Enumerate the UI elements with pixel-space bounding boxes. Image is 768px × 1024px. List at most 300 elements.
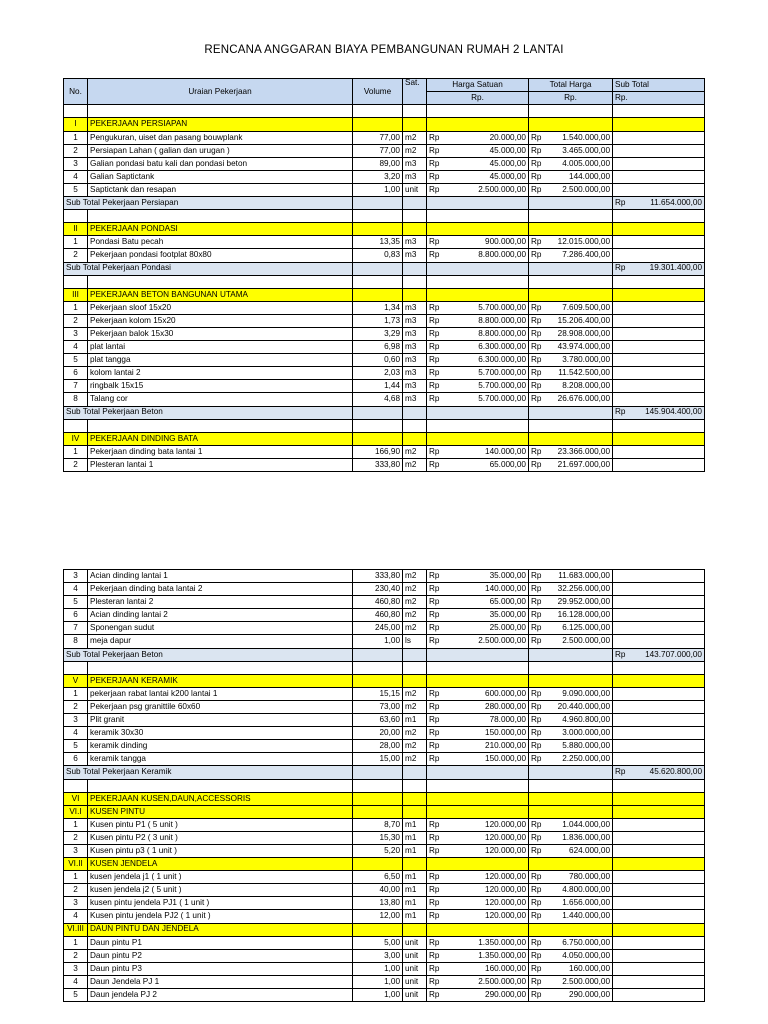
empty-cell [403, 275, 427, 288]
empty-cell [529, 792, 613, 805]
currency-label: Rp [429, 688, 440, 698]
item-volume: 1,44 [353, 380, 403, 393]
empty-cell [529, 674, 613, 687]
item-unit-price [427, 831, 529, 844]
item-number: 5 [64, 596, 88, 609]
item-description: Galian pondasi batu kali dan pondasi beton [88, 157, 353, 170]
table-header-row [64, 79, 705, 92]
item-number: 8 [64, 393, 88, 406]
currency-label: Rp [531, 754, 542, 764]
currency-label: Rp [531, 832, 542, 842]
currency-label: Rp [429, 728, 440, 738]
table-row [64, 183, 705, 196]
item-unit: m3 [403, 249, 427, 262]
currency-label: Rp [429, 132, 440, 142]
subtotal-amount [613, 406, 705, 419]
empty-cell [403, 118, 427, 131]
currency-label: Rp [531, 584, 542, 594]
item-unit: m2 [403, 700, 427, 713]
item-subtotal [613, 949, 705, 962]
amount-value: 5.700.000,00 [478, 394, 526, 404]
amount-value: 35.000,00 [489, 610, 526, 620]
item-description: Plit granit [88, 714, 353, 727]
item-unit-price [427, 183, 529, 196]
item-total-price [529, 393, 613, 406]
item-description: Kusen pintu P1 ( 5 unit ) [88, 818, 353, 831]
amount-value: 2.500.000,00 [478, 636, 526, 646]
item-number: 1 [64, 687, 88, 700]
empty-cell [529, 275, 613, 288]
subtotal-amount [613, 648, 705, 661]
empty-cell [353, 674, 403, 687]
currency-label: Rp [531, 158, 542, 168]
amount-value: 26.676.000,00 [557, 394, 610, 404]
currency-label: Rp [429, 963, 440, 973]
item-subtotal [613, 380, 705, 393]
empty-cell [529, 197, 613, 210]
item-number: 4 [64, 583, 88, 596]
header-rp: Rp. [529, 92, 613, 105]
item-number: 2 [64, 949, 88, 962]
document-title: RENCANA ANGGARAN BIAYA PEMBANGUNAN RUMAH 2 LANTAI [204, 44, 564, 56]
section-number: I [64, 118, 88, 131]
currency-label: Rp [531, 459, 542, 469]
item-unit-price [427, 131, 529, 144]
item-unit: m2 [403, 727, 427, 740]
item-subtotal [613, 753, 705, 766]
amount-value: 25.000,00 [489, 623, 526, 633]
item-total-price [529, 596, 613, 609]
item-volume: 245,00 [353, 622, 403, 635]
empty-cell [403, 406, 427, 419]
amount-value: 21.697.000,00 [557, 459, 610, 469]
item-subtotal [613, 144, 705, 157]
item-description: plat tangga [88, 354, 353, 367]
item-description: Talang cor [88, 393, 353, 406]
empty-cell [64, 661, 88, 674]
item-description: Acian dinding lantai 1 [88, 570, 353, 583]
empty-cell [88, 419, 353, 432]
table-row [64, 380, 705, 393]
empty-cell [427, 275, 529, 288]
empty-cell [427, 805, 529, 818]
section-header-row [64, 792, 705, 805]
item-description: ringbalk 15x15 [88, 380, 353, 393]
item-description: Plesteran lantai 1 [88, 458, 353, 471]
item-subtotal [613, 131, 705, 144]
amount-value: 78.000,00 [489, 714, 526, 724]
table-row [64, 367, 705, 380]
amount-value: 3.780.000,00 [562, 355, 610, 365]
empty-cell [529, 262, 613, 275]
item-total-price [529, 936, 613, 949]
item-volume: 5,20 [353, 844, 403, 857]
item-number: 2 [64, 884, 88, 897]
currency-label: Rp [429, 989, 440, 999]
item-description: Pekerjaan sloof 15x20 [88, 301, 353, 314]
amount-value: 1.440.000,00 [562, 911, 610, 921]
currency-label: Rp [429, 754, 440, 764]
currency-label: Rp [531, 623, 542, 633]
item-unit: m1 [403, 818, 427, 831]
currency-label: Rp [531, 728, 542, 738]
amount-value: 120.000,00 [485, 872, 526, 882]
item-unit-price [427, 884, 529, 897]
item-number: 7 [64, 380, 88, 393]
empty-cell [427, 792, 529, 805]
item-unit-price [427, 949, 529, 962]
currency-label: Rp [531, 885, 542, 895]
item-total-price [529, 583, 613, 596]
section-header-row [64, 858, 705, 871]
table-row [64, 897, 705, 910]
empty-cell [88, 210, 353, 223]
item-description: Daun Jendela PJ 1 [88, 975, 353, 988]
currency-label: Rp [531, 237, 542, 247]
table-row [64, 818, 705, 831]
item-volume: 77,00 [353, 131, 403, 144]
item-description: Daun pintu P2 [88, 949, 353, 962]
item-subtotal [613, 622, 705, 635]
item-description: Acian dinding lantai 2 [88, 609, 353, 622]
amount-value: 140.000,00 [485, 446, 526, 456]
item-subtotal [613, 897, 705, 910]
amount-value: 8.800.000,00 [478, 328, 526, 338]
table-row [64, 341, 705, 354]
amount-value: 15.206.400,00 [557, 315, 610, 325]
item-volume: 1,00 [353, 989, 403, 1002]
item-description: Pondasi Batu pecah [88, 236, 353, 249]
empty-cell [353, 197, 403, 210]
amount-value: 5.700.000,00 [478, 302, 526, 312]
section-title: PEKERJAAN KUSEN,DAUN,ACCESSORIS [88, 792, 353, 805]
amount-value: 5.880.000,00 [562, 741, 610, 751]
empty-cell [403, 779, 427, 792]
item-total-price [529, 170, 613, 183]
table-row [64, 962, 705, 975]
section-header-row [64, 432, 705, 445]
currency-label: Rp [429, 872, 440, 882]
item-unit: m2 [403, 753, 427, 766]
blank-row [64, 661, 705, 674]
item-number: 5 [64, 183, 88, 196]
currency-label: Rp [531, 741, 542, 751]
item-subtotal [613, 989, 705, 1002]
item-total-price [529, 989, 613, 1002]
empty-cell [613, 432, 705, 445]
empty-cell [427, 223, 529, 236]
item-number: 4 [64, 341, 88, 354]
currency-label: Rp [429, 158, 440, 168]
item-subtotal [613, 871, 705, 884]
item-unit-price [427, 714, 529, 727]
item-subtotal [613, 910, 705, 923]
empty-cell [403, 792, 427, 805]
item-description: keramik dinding [88, 740, 353, 753]
item-total-price [529, 962, 613, 975]
item-volume: 15,00 [353, 753, 403, 766]
item-number: 7 [64, 622, 88, 635]
item-description: Pekerjaan balok 15x30 [88, 327, 353, 340]
empty-cell [353, 858, 403, 871]
blank-row [64, 210, 705, 223]
empty-cell [403, 210, 427, 223]
item-subtotal [613, 936, 705, 949]
currency-label: Rp [429, 584, 440, 594]
item-unit-price [427, 301, 529, 314]
amount-value: 150.000,00 [485, 754, 526, 764]
item-unit-price [427, 596, 529, 609]
item-unit: m3 [403, 367, 427, 380]
currency-label: Rp [531, 989, 542, 999]
item-unit-price [427, 989, 529, 1002]
amount-value: 2.250.000,00 [562, 754, 610, 764]
item-description: Persiapan Lahan ( galian dan urugan ) [88, 144, 353, 157]
empty-cell [88, 275, 353, 288]
currency-label: Rp [429, 250, 440, 260]
item-subtotal [613, 687, 705, 700]
empty-cell [427, 674, 529, 687]
currency-label: Rp [429, 184, 440, 194]
item-number: 8 [64, 635, 88, 648]
table-row [64, 596, 705, 609]
empty-cell [529, 661, 613, 674]
item-number: 1 [64, 871, 88, 884]
table-row [64, 989, 705, 1002]
item-total-price [529, 714, 613, 727]
item-description: Plesteran lantai 2 [88, 596, 353, 609]
empty-cell [427, 432, 529, 445]
amount-value: 8.800.000,00 [478, 315, 526, 325]
table-row [64, 249, 705, 262]
item-volume: 15,15 [353, 687, 403, 700]
currency-label: Rp [429, 950, 440, 960]
item-unit: m3 [403, 170, 427, 183]
currency-label: Rp [429, 597, 440, 607]
item-volume: 3,00 [353, 949, 403, 962]
amount-value: 280.000,00 [485, 701, 526, 711]
amount-value: 290.000,00 [569, 989, 610, 999]
empty-cell [427, 858, 529, 871]
empty-cell [353, 210, 403, 223]
item-number: 1 [64, 301, 88, 314]
currency-label: Rp [615, 767, 626, 777]
item-subtotal [613, 301, 705, 314]
empty-cell [427, 118, 529, 131]
item-total-price [529, 910, 613, 923]
item-description: Pengukuran, uiset dan pasang bouwplank [88, 131, 353, 144]
empty-cell [613, 223, 705, 236]
table-row [64, 700, 705, 713]
item-total-price [529, 327, 613, 340]
cost-table-page-1 [63, 78, 705, 472]
item-subtotal [613, 583, 705, 596]
empty-cell [353, 406, 403, 419]
item-description: keramik 30x30 [88, 727, 353, 740]
currency-label: Rp [429, 623, 440, 633]
item-volume: 1,73 [353, 314, 403, 327]
item-unit-price [427, 727, 529, 740]
currency-label: Rp [429, 898, 440, 908]
item-unit: m3 [403, 341, 427, 354]
item-total-price [529, 635, 613, 648]
empty-cell [613, 275, 705, 288]
item-unit-price [427, 327, 529, 340]
item-unit: m1 [403, 884, 427, 897]
item-unit: m1 [403, 831, 427, 844]
empty-cell [613, 923, 705, 936]
table-row [64, 144, 705, 157]
subtotal-label: Sub Total Pekerjaan Keramik [64, 766, 353, 779]
amount-value: 6.300.000,00 [478, 342, 526, 351]
amount-value: 9.090.000,00 [562, 688, 610, 698]
item-subtotal [613, 831, 705, 844]
section-title: KUSEN PINTU [88, 805, 353, 818]
item-unit: m1 [403, 871, 427, 884]
item-subtotal [613, 962, 705, 975]
cost-table-page-2 [63, 569, 705, 1002]
amount-value: 624.000,00 [569, 845, 610, 855]
item-subtotal [613, 393, 705, 406]
amount-value: 4.050.000,00 [562, 950, 610, 960]
item-number: 3 [64, 962, 88, 975]
item-unit-price [427, 249, 529, 262]
amount-value: 6.300.000,00 [478, 355, 526, 365]
item-volume: 1,00 [353, 635, 403, 648]
amount-value: 45.620.800,00 [649, 767, 702, 777]
currency-label: Rp [429, 446, 440, 456]
currency-label: Rp [429, 610, 440, 620]
item-number: 3 [64, 897, 88, 910]
item-description: Pekerjaan psg granittile 60x60 [88, 700, 353, 713]
amount-value: 11.683.000,00 [558, 570, 610, 580]
item-subtotal [613, 314, 705, 327]
item-number: 1 [64, 936, 88, 949]
item-total-price [529, 740, 613, 753]
empty-cell [529, 432, 613, 445]
currency-label: Rp [429, 911, 440, 921]
currency-label: Rp [531, 302, 542, 312]
item-volume: 5,00 [353, 936, 403, 949]
currency-label: Rp [429, 237, 440, 247]
amount-value: 600.000,00 [485, 688, 526, 698]
currency-label: Rp [531, 636, 542, 646]
item-unit-price [427, 740, 529, 753]
item-description: Galian Saptictank [88, 170, 353, 183]
item-volume: 333,80 [353, 458, 403, 471]
item-total-price [529, 341, 613, 354]
amount-value: 5.700.000,00 [478, 368, 526, 378]
item-subtotal [613, 445, 705, 458]
item-unit-price [427, 341, 529, 354]
currency-label: Rp [531, 171, 542, 181]
section-header-row [64, 288, 705, 301]
item-unit-price [427, 844, 529, 857]
empty-cell [613, 118, 705, 131]
header-sub-total: Sub Total [613, 79, 705, 92]
item-volume: 20,00 [353, 727, 403, 740]
currency-label: Rp [429, 701, 440, 711]
currency-label: Rp [429, 741, 440, 751]
item-unit-price [427, 910, 529, 923]
empty-cell [529, 406, 613, 419]
item-unit-price [427, 818, 529, 831]
table-row [64, 609, 705, 622]
currency-label: Rp [531, 342, 542, 351]
amount-value: 4.960.800,00 [562, 714, 610, 724]
item-subtotal [613, 740, 705, 753]
currency-label: Rp [429, 315, 440, 325]
empty-cell [353, 223, 403, 236]
currency-label: Rp [429, 302, 440, 312]
item-unit: m2 [403, 622, 427, 635]
table-row [64, 727, 705, 740]
amount-value: 2.500.000,00 [562, 976, 610, 986]
amount-value: 6.750.000,00 [562, 937, 610, 947]
empty-cell [353, 661, 403, 674]
amount-value: 900.000,00 [485, 237, 526, 247]
header-total-harga: Total Harga [529, 79, 613, 92]
empty-cell [353, 105, 403, 118]
item-description: Kusen pintu P2 ( 3 unit ) [88, 831, 353, 844]
section-title: PEKERJAAN KERAMIK [88, 674, 353, 687]
table-row [64, 583, 705, 596]
item-unit-price [427, 700, 529, 713]
empty-cell [613, 858, 705, 871]
empty-cell [403, 197, 427, 210]
item-total-price [529, 301, 613, 314]
table-row [64, 635, 705, 648]
item-total-price [529, 884, 613, 897]
amount-value: 28.908.000,00 [557, 328, 610, 338]
empty-cell [403, 923, 427, 936]
amount-value: 2.500.000,00 [562, 636, 610, 646]
empty-cell [427, 779, 529, 792]
section-header-row [64, 805, 705, 818]
empty-cell [529, 288, 613, 301]
item-unit: m2 [403, 596, 427, 609]
amount-value: 35.000,00 [489, 570, 526, 580]
currency-label: Rp [531, 610, 542, 620]
currency-label: Rp [531, 911, 542, 921]
empty-cell [353, 792, 403, 805]
item-unit-price [427, 367, 529, 380]
item-unit-price [427, 170, 529, 183]
amount-value: 23.366.000,00 [557, 446, 610, 456]
currency-label: Rp [531, 976, 542, 986]
empty-cell [403, 223, 427, 236]
item-subtotal [613, 884, 705, 897]
currency-label: Rp [531, 328, 542, 338]
item-subtotal [613, 157, 705, 170]
item-total-price [529, 831, 613, 844]
empty-cell [64, 105, 88, 118]
section-number: II [64, 223, 88, 236]
table-row [64, 975, 705, 988]
item-description: keramik tangga [88, 753, 353, 766]
empty-cell [64, 419, 88, 432]
item-number: 1 [64, 131, 88, 144]
item-total-price [529, 622, 613, 635]
header-volume: Volume [353, 79, 403, 105]
item-subtotal [613, 367, 705, 380]
item-unit: m1 [403, 910, 427, 923]
amount-value: 5.700.000,00 [478, 381, 526, 391]
subtotal-amount [613, 197, 705, 210]
empty-cell [613, 805, 705, 818]
item-number: 1 [64, 445, 88, 458]
item-unit: unit [403, 949, 427, 962]
